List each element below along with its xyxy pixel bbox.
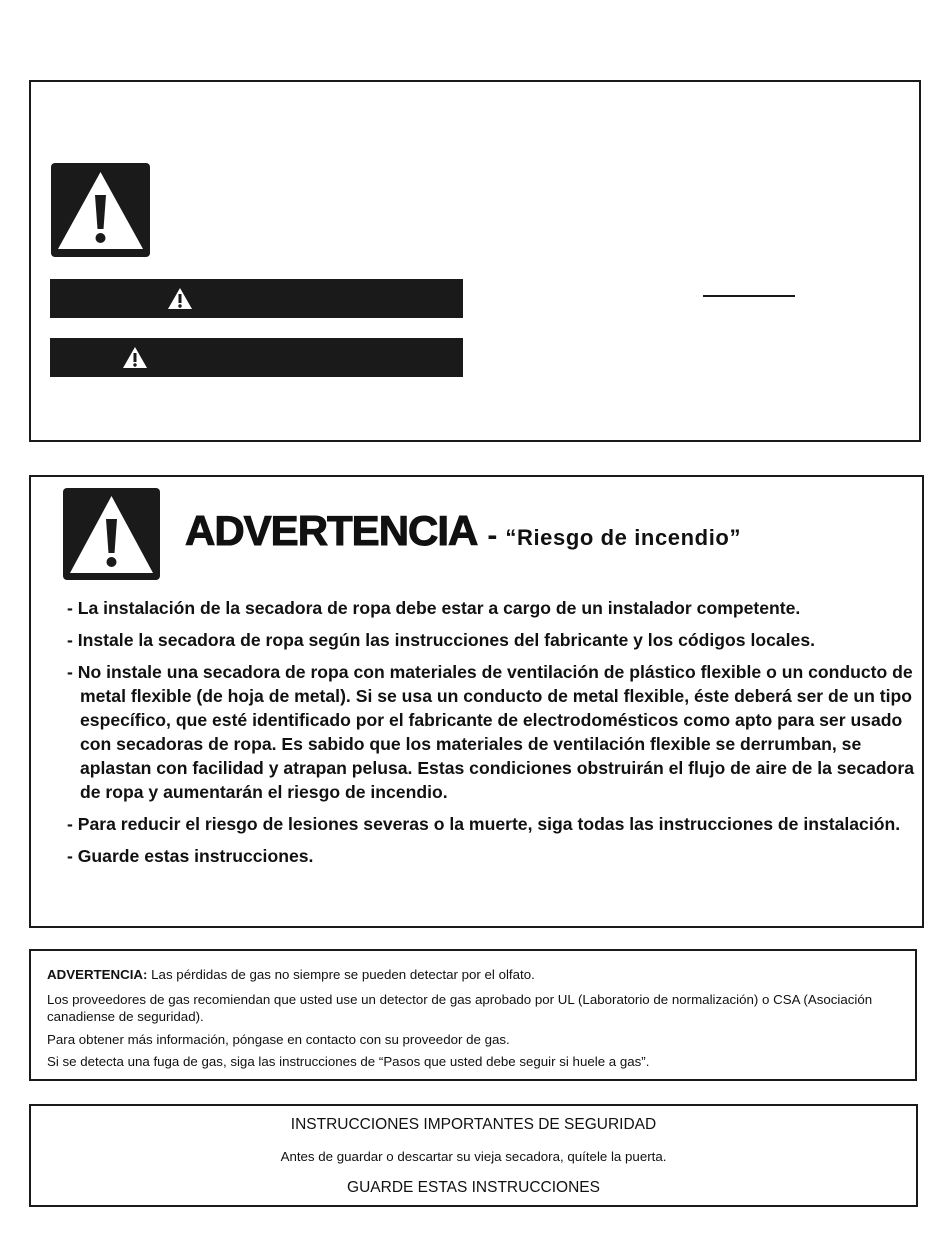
warning-subtitle: “Riesgo de incendio” <box>505 525 742 550</box>
warning-title: ADVERTENCIA <box>185 507 478 554</box>
gas-warning-label: ADVERTENCIA: <box>47 967 148 982</box>
warning-heading <box>185 507 741 555</box>
gas-leak-instructions: Si se detecta una fuga de gas, siga las instrucciones de “Pasos que usted debe seguir si huele a gas”. <box>47 1054 650 1069</box>
danger-band <box>50 279 463 318</box>
warning-triangle-icon <box>63 488 160 580</box>
warning-triangle-icon <box>122 346 148 369</box>
warning-band <box>50 338 463 377</box>
important-safety-instructions <box>29 1104 918 1207</box>
bullet-item: - Guarde estas instrucciones. <box>67 846 314 866</box>
warning-bullet-list <box>67 596 917 876</box>
bullet-item: - La instalación de la secadora de ropa debe estar a cargo de un instalador competente. <box>67 598 801 618</box>
safety-heading: INSTRUCCIONES IMPORTANTES DE SEGURIDAD <box>290 1116 657 1133</box>
safety-symbol-box <box>29 80 921 442</box>
warning-triangle-icon <box>51 163 150 257</box>
gas-detector-recommendation: Los proveedores de gas recomiendan que usted use un detector de gas aprobado por UL (Laboratorio de normalización) o CSA (Asociación canadiense de seguridad). <box>47 992 873 1024</box>
underline-rule <box>703 295 795 297</box>
warning-triangle-icon <box>167 287 193 310</box>
save-instructions-footer: GUARDE ESTAS INSTRUCCIONES <box>347 1179 600 1196</box>
bullet-item: - Para reducir el riesgo de lesiones severas o la muerte, siga todas las instrucciones de instalación. <box>67 814 901 834</box>
bullet-item: - No instale una secadora de ropa con materiales de ventilación de plástico flexible o un conducto de metal flexible (de hoja de metal). Si se usa un conducto de metal flexible, éste deberá ser de un tipo específico, que esté identificado por el fabricante de electrodomésticos como apto para ser usado con secadoras de ropa. Es sabido que los materiales de ventilación flexible se derrumban, se aplastan con facilidad y atrapan pelusa. Estas condiciones obstruirán el flujo de aire de la secadora de ropa y aumentarán el riesgo de incendio. <box>67 662 915 802</box>
gas-warning-text: Las pérdidas de gas no siempre se pueden detectar por el olfato. <box>147 967 535 982</box>
gas-contact-info: Para obtener más información, póngase en contacto con su proveedor de gas. <box>47 1032 510 1047</box>
title-dash: - <box>487 519 498 552</box>
bullet-item: - Instale la secadora de ropa según las instrucciones del fabricante y los códigos locales. <box>67 630 815 650</box>
door-removal-note: Antes de guardar o descartar su vieja secadora, quítele la puerta. <box>280 1149 667 1164</box>
gas-leak-notice <box>29 949 917 1081</box>
gas-warning-line <box>47 966 907 983</box>
fire-risk-warning-box <box>29 475 924 928</box>
